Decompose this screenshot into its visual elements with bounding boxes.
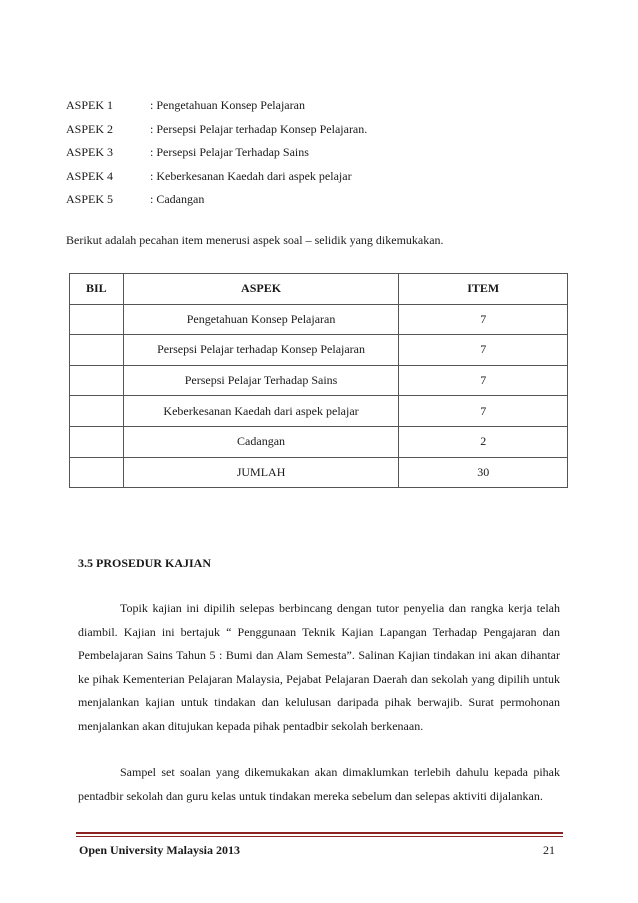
cell-aspek: Persepsi Pelajar terhadap Konsep Pelajaran bbox=[123, 335, 399, 366]
aspek-key: ASPEK 3 bbox=[66, 145, 114, 160]
cell-bil bbox=[70, 304, 124, 335]
intro-text: Berikut adalah pecahan item menerusi aspek soal – selidik yang dikemukakan. bbox=[66, 233, 444, 247]
footer-divider-thin bbox=[76, 836, 563, 837]
aspek-key: ASPEK 2 bbox=[66, 121, 114, 136]
aspek-description: : Pengetahuan Konsep Pelajaran bbox=[150, 98, 305, 112]
table-row bbox=[70, 365, 568, 396]
cell-aspek: Persepsi Pelajar Terhadap Sains bbox=[123, 365, 399, 396]
footer-divider-thick bbox=[76, 832, 563, 834]
aspek-row-2 bbox=[66, 122, 586, 146]
aspek-description: : Persepsi Pelajar Terhadap Sains bbox=[150, 145, 309, 160]
cell-item: 2 bbox=[399, 426, 568, 457]
body-paragraph-1: Topik kajian ini dipilih selepas berbincang dengan tutor penyelia dan rangka kerja telah diambil. Kajian ini bertajuk “ Penggunaan Teknik Kajian Lapangan Terhadap Pengajaran dan Pembelajaran Sains Tahun 5 : Bumi dan Alam Semesta”. Salinan Kajian tindakan ini akan dihantar ke pihak Kementerian Pelajaran Malaysia, Pejabat Pelajaran Daerah dan sekolah yang dipilih untuk menjalankan kajian untuk tindakan dan kelulusan daripada pihak berwajib. Surat permohonan menjalankan akan ditujukan kepada pihak pentadbir sekolah berkenaan. bbox=[78, 601, 560, 733]
cell-aspek: JUMLAH bbox=[123, 457, 399, 488]
aspek-row-4 bbox=[66, 169, 586, 193]
aspek-key: ASPEK 5 bbox=[66, 192, 114, 207]
header-aspek: ASPEK bbox=[123, 274, 399, 305]
aspek-row-3 bbox=[66, 145, 586, 169]
aspek-description: : Keberkesanan Kaedah dari aspek pelajar bbox=[150, 168, 352, 183]
cell-item: 30 bbox=[399, 457, 568, 488]
aspek-item-table bbox=[69, 273, 568, 488]
page-number: 21 bbox=[543, 843, 555, 857]
cell-bil bbox=[70, 335, 124, 366]
cell-item: 7 bbox=[399, 335, 568, 366]
table-row bbox=[70, 304, 568, 335]
cell-item: 7 bbox=[399, 304, 568, 335]
footer-institution: Open University Malaysia 2013 bbox=[79, 843, 240, 857]
header-item: ITEM bbox=[399, 274, 568, 305]
section-heading: 3.5 PROSEDUR KAJIAN bbox=[78, 556, 212, 570]
cell-bil bbox=[70, 396, 124, 427]
aspek-description: : Cadangan bbox=[150, 192, 205, 207]
aspek-key: ASPEK 4 bbox=[66, 168, 114, 183]
cell-bil bbox=[70, 365, 124, 396]
body-paragraph-2: Sampel set soalan yang dikemukakan akan dimaklumkan terlebih dahulu kepada pihak pentadbir sekolah dan guru kelas untuk tindakan mereka sebelum dan selepas aktiviti dijalankan. bbox=[78, 765, 560, 803]
cell-aspek: Cadangan bbox=[123, 426, 399, 457]
table-row bbox=[70, 426, 568, 457]
header-bil: BIL bbox=[70, 274, 124, 305]
cell-bil bbox=[70, 426, 124, 457]
cell-bil bbox=[70, 457, 124, 488]
aspek-row-5 bbox=[66, 192, 586, 216]
table-total-row bbox=[70, 457, 568, 488]
aspek-key: ASPEK 1 bbox=[66, 98, 114, 112]
aspek-list bbox=[66, 98, 586, 216]
aspek-description: : Persepsi Pelajar terhadap Konsep Pelajaran. bbox=[150, 121, 368, 136]
table-header-row bbox=[70, 274, 568, 305]
aspek-row-1 bbox=[66, 98, 586, 122]
table-row bbox=[70, 335, 568, 366]
table-row bbox=[70, 396, 568, 427]
cell-item: 7 bbox=[399, 365, 568, 396]
cell-aspek: Keberkesanan Kaedah dari aspek pelajar bbox=[123, 396, 399, 427]
cell-aspek: Pengetahuan Konsep Pelajaran bbox=[123, 304, 399, 335]
cell-item: 7 bbox=[399, 396, 568, 427]
